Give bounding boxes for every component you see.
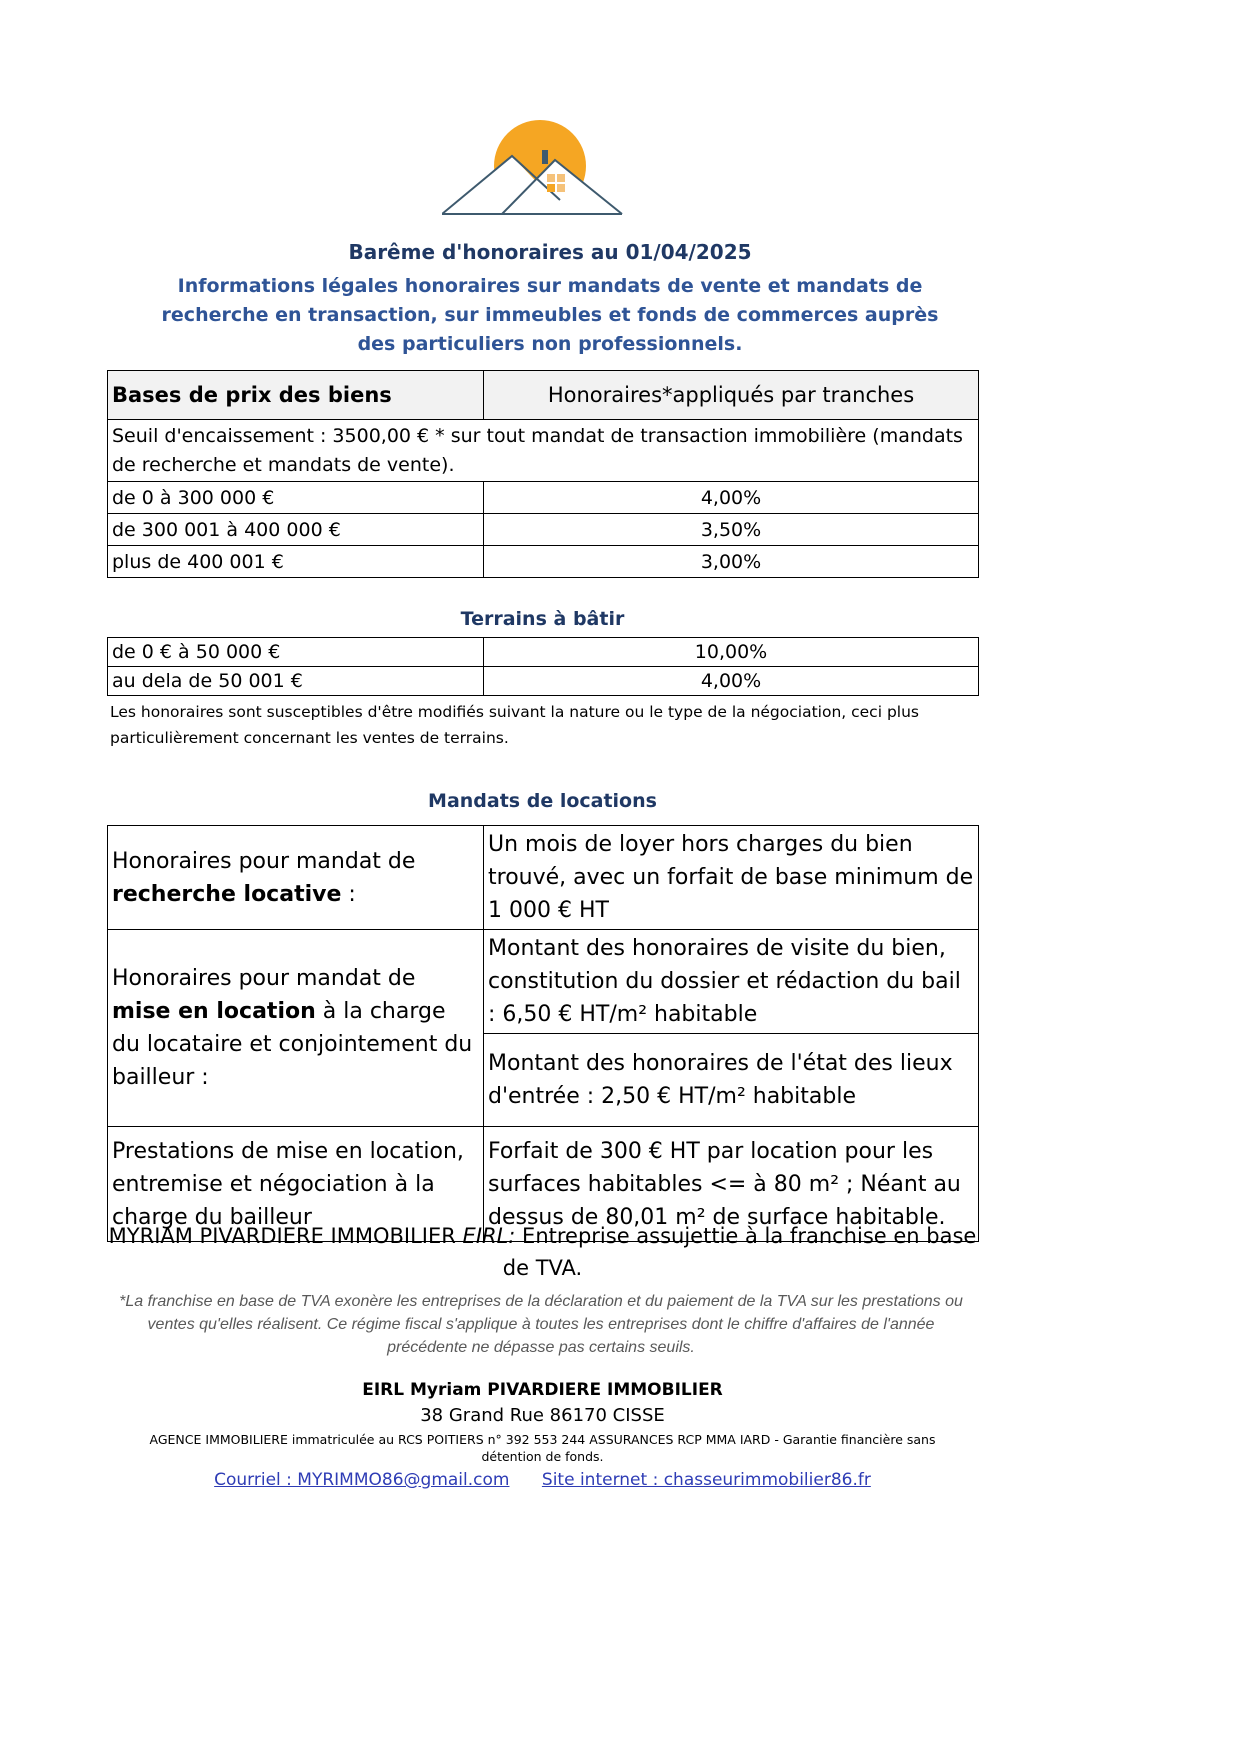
prestations-value: Forfait de 300 € HT par location pour les surfaces habitables <= à 80 m² ; Néant au dessus de 80,01 m² de surface habitable. bbox=[484, 1127, 979, 1242]
seuil-text: Seuil d'encaissement : 3500,00 € * sur tout mandat de transaction immobilière (mandats de recherche et mandats de vente). bbox=[108, 420, 979, 482]
eirl-label: EIRL: bbox=[462, 1224, 516, 1248]
recherche-label bbox=[108, 826, 484, 930]
locations-table bbox=[107, 825, 979, 1242]
footer-legal: AGENCE IMMOBILIERE immatriculée au RCS POITIERS n° 392 553 244 ASSURANCES RCP MMA IARD - Garantie financière sans détention de fonds. bbox=[149, 1432, 936, 1464]
email-link[interactable]: Courriel : MYRIMMO86@gmail.com bbox=[214, 1470, 510, 1490]
agency-logo bbox=[442, 118, 638, 216]
table-row bbox=[108, 638, 979, 667]
recherche-value: Un mois de loyer hors charges du bien trouvé, avec un forfait de base minimum de 1 000 € HT bbox=[484, 826, 979, 930]
terrains-note: Les honoraires sont susceptibles d'être modifiés suivant la nature ou le type de la négociation, ceci plus particulièrement concernant les ventes de terrains. bbox=[110, 703, 919, 747]
terrains-table bbox=[107, 637, 979, 696]
franchise-note: *La franchise en base de TVA exonère les entreprises de la déclaration et du paiement de la TVA sur les prestations ou ventes qu'elles réalisent. Ce régime fiscal s'applique à toutes les entreprises dont le chiffre d'affaires de l'année précédente ne dépasse pas certains seuils. bbox=[119, 1293, 963, 1356]
label-text: Honoraires pour mandat de bbox=[112, 848, 416, 874]
locations-title: Mandats de locations bbox=[428, 790, 657, 812]
label-text: Honoraires pour mandat de bbox=[112, 966, 416, 991]
rate-cell: 10,00% bbox=[484, 638, 979, 667]
label-text: à la charge du locataire et conjointement du bailleur : bbox=[112, 999, 473, 1090]
range-cell: de 0 € à 50 000 € bbox=[108, 638, 484, 667]
col-header-bases: Bases de prix des biens bbox=[108, 371, 484, 420]
range-cell: de 300 001 à 400 000 € bbox=[108, 514, 484, 546]
range-cell: au dela de 50 001 € bbox=[108, 667, 484, 696]
table-row bbox=[108, 482, 979, 514]
label-bold-text: recherche locative bbox=[112, 881, 342, 907]
table-row bbox=[108, 826, 979, 930]
rate-cell: 3,50% bbox=[484, 514, 979, 546]
col-header-honoraires: Honoraires*appliqués par tranches bbox=[484, 371, 979, 420]
table-header-row bbox=[108, 371, 979, 420]
website-link[interactable]: Site internet : chasseurimmobilier86.fr bbox=[541, 1470, 871, 1490]
rate-cell: 4,00% bbox=[484, 482, 979, 514]
rate-cell: 3,00% bbox=[484, 546, 979, 578]
rate-cell: 4,00% bbox=[484, 667, 979, 696]
seuil-row bbox=[108, 420, 979, 482]
table-row bbox=[108, 667, 979, 696]
range-cell: plus de 400 001 € bbox=[108, 546, 484, 578]
table-row bbox=[108, 514, 979, 546]
terrains-title: Terrains à bâtir bbox=[460, 608, 625, 630]
mise-en-location-value-edl: Montant des honoraires de l'état des lieux d'entrée : 2,50 € HT/m² habitable bbox=[484, 1034, 979, 1127]
footer-address: 38 Grand Rue 86170 CISSE bbox=[420, 1405, 665, 1426]
footer-links bbox=[0, 1470, 1085, 1490]
tva-statement bbox=[107, 1220, 978, 1284]
honoraires-vente-table bbox=[107, 370, 979, 578]
tva-text: Entreprise assujettie à la franchise en base de TVA. bbox=[502, 1224, 977, 1280]
table-row bbox=[108, 546, 979, 578]
label-bold-text: mise en location bbox=[112, 999, 316, 1024]
table-row bbox=[108, 930, 979, 1034]
company-name: MYRIAM PIVARDIERE IMMOBILIER bbox=[108, 1224, 463, 1248]
page-subtitle: Informations légales honoraires sur mandats de vente et mandats de recherche en transaction, sur immeubles et fonds de commerces auprès des particuliers non professionnels. bbox=[161, 275, 939, 355]
page-title: Barême d'honoraires au 01/04/2025 bbox=[348, 240, 752, 264]
label-text: : bbox=[341, 881, 356, 907]
chimney-icon bbox=[542, 150, 548, 164]
footer-company: EIRL Myriam PIVARDIERE IMMOBILIER bbox=[362, 1380, 723, 1400]
mise-en-location-value-visite: Montant des honoraires de visite du bien, constitution du dossier et rédaction du bail : 6,50 € HT/m² habitable bbox=[484, 930, 979, 1034]
mise-en-location-label bbox=[108, 930, 484, 1127]
range-cell: de 0 à 300 000 € bbox=[108, 482, 484, 514]
prestations-label: Prestations de mise en location, entremise et négociation à la charge du bailleur bbox=[108, 1127, 484, 1242]
